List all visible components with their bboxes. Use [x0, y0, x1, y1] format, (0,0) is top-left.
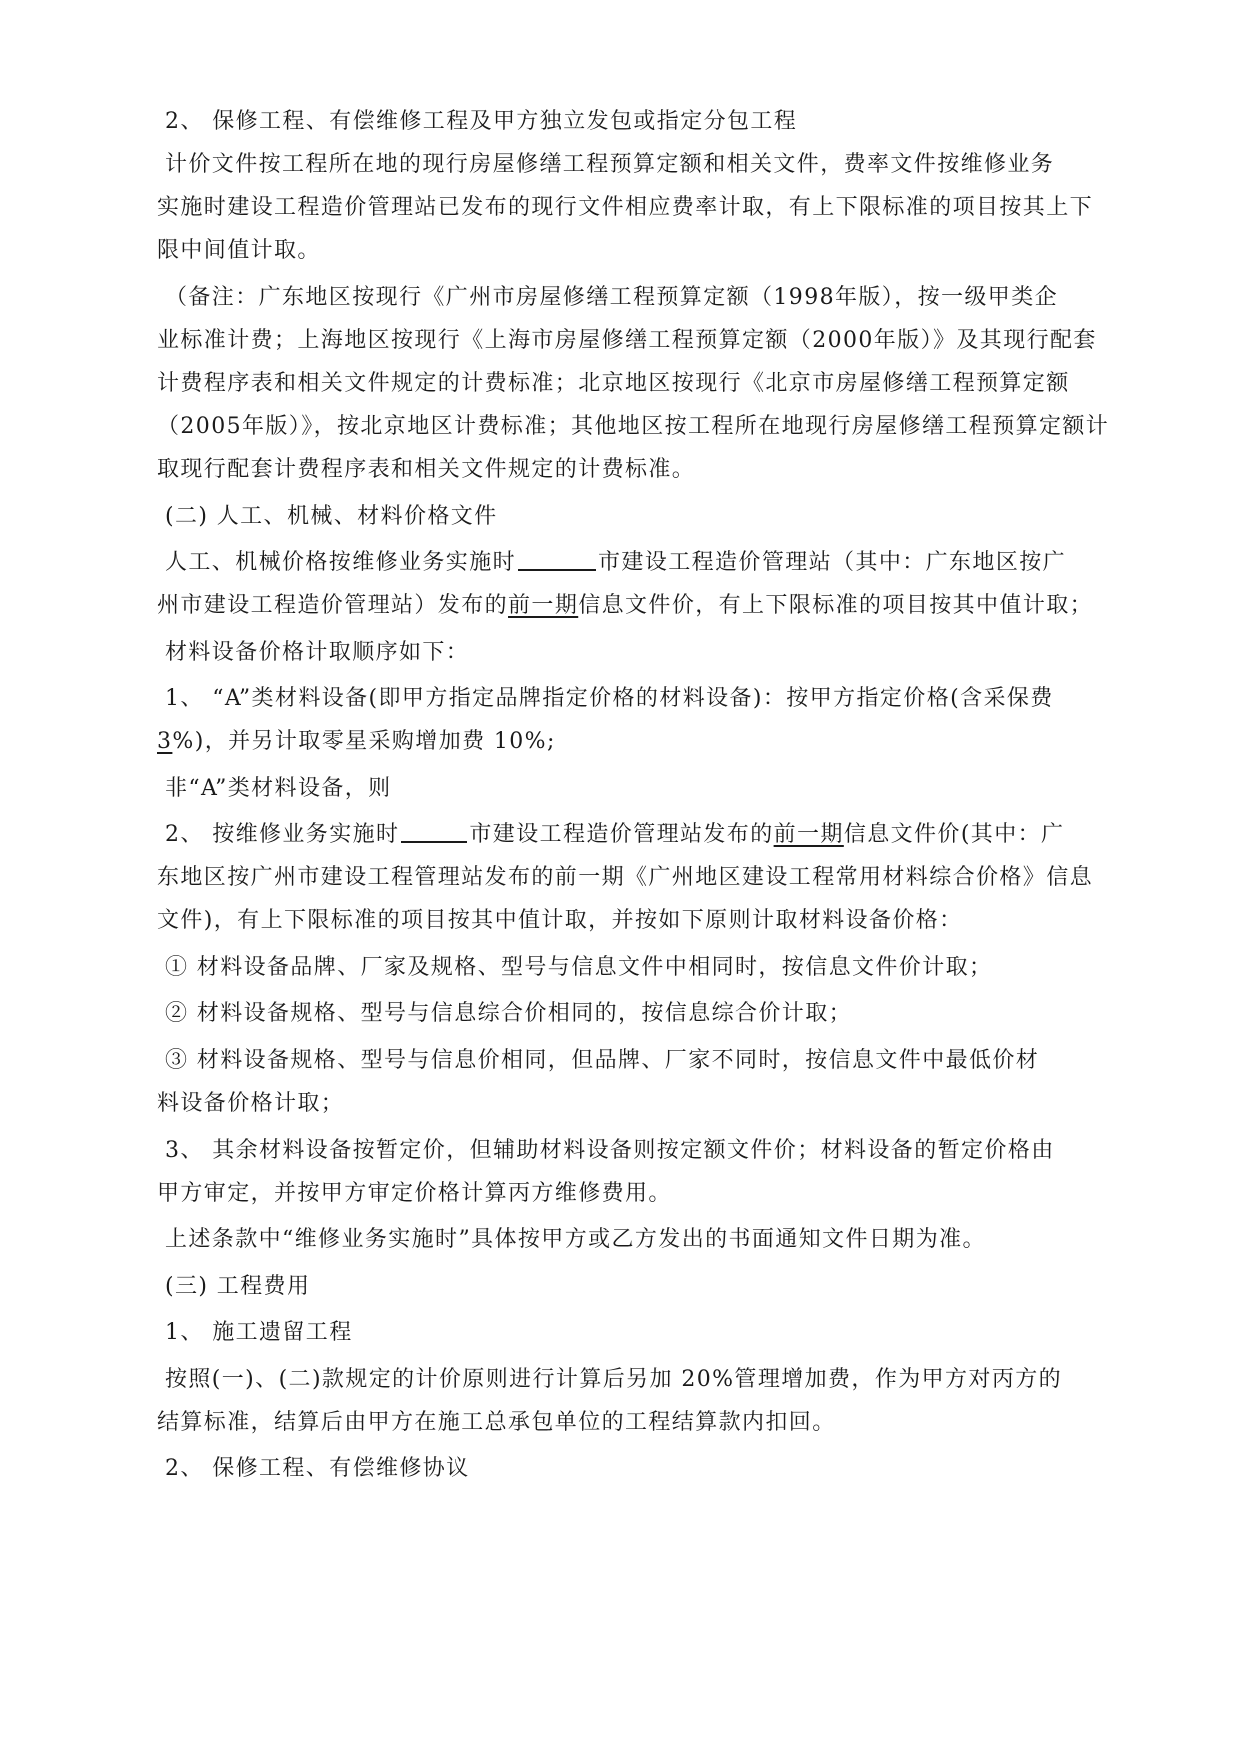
text-segment: 信息文件价(其中：广 [843, 822, 1065, 847]
text-segment: 市建设工程造价管理站（其中：广东地区按广 [598, 550, 1067, 575]
list-item: 1、 “A”类材料设备(即甲方指定品牌指定价格的材料设备)：按甲方指定价格(含采保费 [165, 686, 1054, 711]
underlined-text: 3 [157, 729, 173, 754]
list-item: 3、 其余材料设备按暂定价，但辅助材料设备则按定额文件价；材料设备的暂定价格由 [165, 1138, 1055, 1163]
paragraph-line: 计价文件按工程所在地的现行房屋修缮工程预算定额和相关文件，费率文件按维修业务 [165, 152, 1055, 177]
note-line: （2005年版）》，按北京地区计费标准；其他地区按工程所在地现行房屋修缮工程预算定额计 [157, 414, 1110, 439]
paragraph-line: 甲方审定，并按甲方审定价格计算丙方维修费用。 [157, 1181, 672, 1206]
fill-in-blank [401, 821, 467, 843]
paragraph-line: 料设备价格计取； [157, 1091, 345, 1116]
text-segment: 2、 按维修业务实施时 [165, 822, 400, 847]
paragraph-line: 限中间值计取。 [157, 238, 321, 263]
paragraph-line [165, 548, 1066, 578]
note-line: （备注：广东地区按现行《广州市房屋修缮工程预算定额（1998年版），按一级甲类企 [165, 285, 1058, 310]
note-line: 计费程序表和相关文件规定的计费标准；北京地区按现行《北京市房屋修缮工程预算定额 [157, 371, 1070, 396]
list-item: ① 材料设备品牌、厂家及规格、型号与信息文件中相同时，按信息文件价计取； [165, 955, 993, 980]
paragraph-line: 文件)，有上下限标准的项目按其中值计取，并按如下原则计取材料设备价格： [157, 908, 963, 933]
section-heading: 2、 保修工程、有偿维修工程及甲方独立发包或指定分包工程 [165, 109, 798, 134]
list-item: 1、 施工遗留工程 [165, 1320, 353, 1345]
list-item: 2、 保修工程、有偿维修协议 [165, 1456, 470, 1481]
paragraph-line: 东地区按广州市建设工程管理站发布的前一期《广州地区建设工程常用材料综合价格》信息 [157, 865, 1094, 890]
paragraph-line [157, 727, 556, 757]
text-segment: 人工、机械价格按维修业务实施时 [165, 550, 517, 575]
list-item: ② 材料设备规格、型号与信息综合价相同的，按信息综合价计取； [165, 1001, 852, 1026]
section-heading: (三) 工程费用 [165, 1274, 311, 1299]
text-segment: 信息文件价，有上下限标准的项目按其中值计取； [578, 593, 1094, 618]
paragraph-line: 结算标准，结算后由甲方在施工总承包单位的工程结算款内扣回。 [157, 1410, 836, 1435]
fill-in-blank [518, 549, 596, 571]
note-line: 取现行配套计费程序表和相关文件规定的计费标准。 [157, 457, 696, 482]
paragraph-line: 材料设备价格计取顺序如下： [165, 640, 470, 665]
note-line: 业标准计费；上海地区按现行《上海市房屋修缮工程预算定额（2000年版）》及其现行配套 [157, 328, 1097, 353]
paragraph-line: 实施时建设工程造价管理站已发布的现行文件相应费率计取，有上下限标准的项目按其上下 [157, 195, 1094, 220]
text-segment: %)，并另计取零星采购增加费 10%; [172, 729, 556, 754]
paragraph-line: 按照(一)、(二)款规定的计价原则进行计算后另加 20%管理增加费，作为甲方对丙方的 [165, 1367, 1063, 1392]
paragraph-line: 上述条款中“维修业务实施时”具体按甲方或乙方发出的书面通知文件日期为准。 [165, 1227, 986, 1252]
underlined-text: 前一期 [508, 593, 579, 618]
list-item [165, 820, 1064, 850]
text-segment: 州市建设工程造价管理站）发布的 [157, 593, 509, 618]
paragraph-line [157, 591, 1093, 621]
list-item: ③ 材料设备规格、型号与信息价相同，但品牌、厂家不同时，按信息文件中最低价材 [165, 1048, 1040, 1073]
section-heading: (二) 人工、机械、材料价格文件 [165, 504, 498, 529]
paragraph-line: 非“A”类材料设备，则 [165, 776, 392, 801]
underlined-text: 前一期 [773, 822, 844, 847]
text-segment: 市建设工程造价管理站发布的 [469, 822, 774, 847]
